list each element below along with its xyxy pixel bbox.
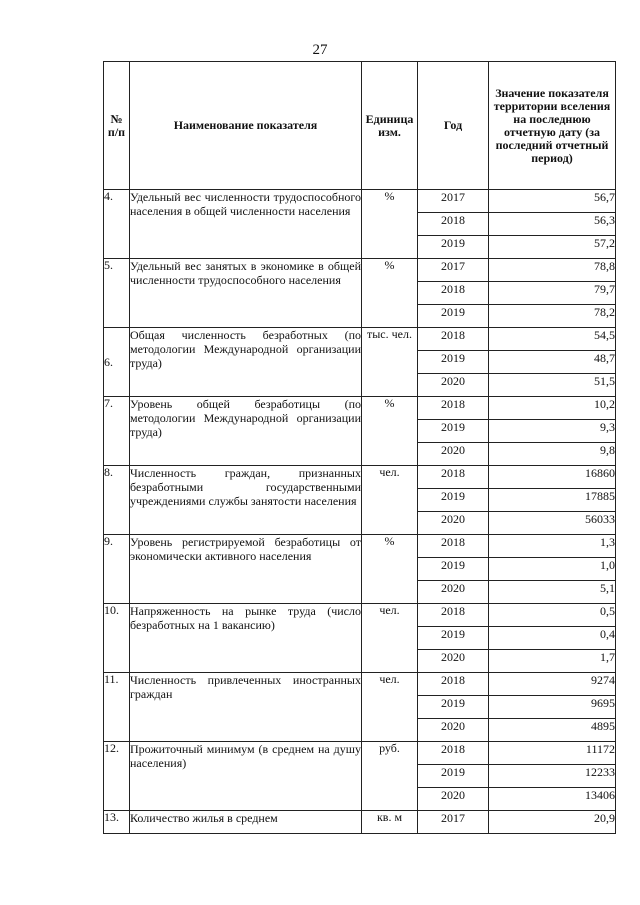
row-name: Количество жилья в среднем xyxy=(130,811,362,834)
row-value: 16860 xyxy=(489,466,616,489)
table-row xyxy=(104,604,616,627)
header-year: Год xyxy=(418,62,489,190)
row-unit: % xyxy=(362,259,418,328)
row-year: 2018 xyxy=(418,397,489,420)
row-year: 2018 xyxy=(418,535,489,558)
row-year: 2019 xyxy=(418,489,489,512)
row-value: 0,4 xyxy=(489,627,616,650)
row-value: 51,5 xyxy=(489,374,616,397)
row-value: 57,2 xyxy=(489,236,616,259)
row-value: 1,7 xyxy=(489,650,616,673)
row-unit: чел. xyxy=(362,604,418,673)
row-value: 5,1 xyxy=(489,581,616,604)
row-unit: чел. xyxy=(362,466,418,535)
row-year: 2020 xyxy=(418,581,489,604)
row-name: Численность граждан, признанных безработными государственными учреждениями службы занятости населения xyxy=(130,466,362,535)
row-year: 2019 xyxy=(418,351,489,374)
row-year: 2020 xyxy=(418,788,489,811)
table-header-row xyxy=(104,62,616,190)
row-num: 5. xyxy=(104,259,130,328)
table-row xyxy=(104,742,616,765)
row-unit: кв. м xyxy=(362,811,418,834)
table-row xyxy=(104,190,616,213)
row-value: 13406 xyxy=(489,788,616,811)
indicators-table xyxy=(103,61,616,834)
row-year: 2020 xyxy=(418,512,489,535)
table-row xyxy=(104,673,616,696)
row-year: 2018 xyxy=(418,282,489,305)
header-num: № п/п xyxy=(104,62,130,190)
row-num: 4. xyxy=(104,190,130,259)
row-name: Уровень общей безработицы (по методологии Международной организации труда) xyxy=(130,397,362,466)
row-value: 56,7 xyxy=(489,190,616,213)
row-year: 2019 xyxy=(418,765,489,788)
row-year: 2018 xyxy=(418,742,489,765)
row-name: Удельный вес численности трудоспособного населения в общей численности населения xyxy=(130,190,362,259)
row-value: 79,7 xyxy=(489,282,616,305)
row-name: Напряженность на рынке труда (число безработных на 1 вакансию) xyxy=(130,604,362,673)
row-value: 20,9 xyxy=(489,811,616,834)
table-row xyxy=(104,328,616,351)
row-name: Общая численность безработных (по методологии Международной организации труда) xyxy=(130,328,362,397)
header-name: Наименование показателя xyxy=(130,62,362,190)
row-value: 9,8 xyxy=(489,443,616,466)
row-year: 2020 xyxy=(418,719,489,742)
table-row xyxy=(104,535,616,558)
row-num: 8. xyxy=(104,466,130,535)
row-year: 2020 xyxy=(418,443,489,466)
row-value: 11172 xyxy=(489,742,616,765)
row-value: 9,3 xyxy=(489,420,616,443)
row-unit: руб. xyxy=(362,742,418,811)
row-unit: % xyxy=(362,397,418,466)
row-value: 48,7 xyxy=(489,351,616,374)
row-num: 9. xyxy=(104,535,130,604)
row-year: 2017 xyxy=(418,811,489,834)
row-value: 56,3 xyxy=(489,213,616,236)
row-num: 6. xyxy=(104,328,130,397)
row-year: 2017 xyxy=(418,259,489,282)
row-name: Прожиточный минимум (в среднем на душу населения) xyxy=(130,742,362,811)
row-year: 2017 xyxy=(418,190,489,213)
row-name: Численность привлеченных иностранных граждан xyxy=(130,673,362,742)
row-year: 2018 xyxy=(418,328,489,351)
row-year: 2019 xyxy=(418,696,489,719)
row-year: 2020 xyxy=(418,374,489,397)
table-row xyxy=(104,259,616,282)
row-num: 10. xyxy=(104,604,130,673)
table-row xyxy=(104,397,616,420)
row-num: 13. xyxy=(104,811,130,834)
row-year: 2019 xyxy=(418,420,489,443)
row-unit: % xyxy=(362,190,418,259)
row-year: 2019 xyxy=(418,236,489,259)
row-value: 78,8 xyxy=(489,259,616,282)
row-name: Удельный вес занятых в экономике в общей численности трудоспособного населения xyxy=(130,259,362,328)
row-unit: тыс. чел. xyxy=(362,328,418,397)
row-value: 78,2 xyxy=(489,305,616,328)
table-row xyxy=(104,811,616,834)
row-value: 9695 xyxy=(489,696,616,719)
page-number: 27 xyxy=(312,42,328,58)
row-year: 2019 xyxy=(418,558,489,581)
row-value: 56033 xyxy=(489,512,616,535)
row-value: 10,2 xyxy=(489,397,616,420)
row-name: Уровень регистрируемой безработицы от экономически активного населения xyxy=(130,535,362,604)
row-year: 2018 xyxy=(418,673,489,696)
row-year: 2018 xyxy=(418,466,489,489)
row-num: 7. xyxy=(104,397,130,466)
row-value: 1,3 xyxy=(489,535,616,558)
header-value: Значение показателя территории вселения на последнюю отчетную дату (за последний отчетный период) xyxy=(489,62,616,190)
row-num: 12. xyxy=(104,742,130,811)
row-value: 1,0 xyxy=(489,558,616,581)
row-unit: % xyxy=(362,535,418,604)
row-year: 2019 xyxy=(418,305,489,328)
table-row xyxy=(104,466,616,489)
row-value: 54,5 xyxy=(489,328,616,351)
row-year: 2018 xyxy=(418,213,489,236)
row-year: 2020 xyxy=(418,650,489,673)
row-num: 11. xyxy=(104,673,130,742)
header-unit: Единица изм. xyxy=(362,62,418,190)
row-value: 9274 xyxy=(489,673,616,696)
row-year: 2018 xyxy=(418,604,489,627)
row-value: 0,5 xyxy=(489,604,616,627)
row-value: 4895 xyxy=(489,719,616,742)
row-value: 17885 xyxy=(489,489,616,512)
row-unit: чел. xyxy=(362,673,418,742)
row-value: 12233 xyxy=(489,765,616,788)
row-year: 2019 xyxy=(418,627,489,650)
